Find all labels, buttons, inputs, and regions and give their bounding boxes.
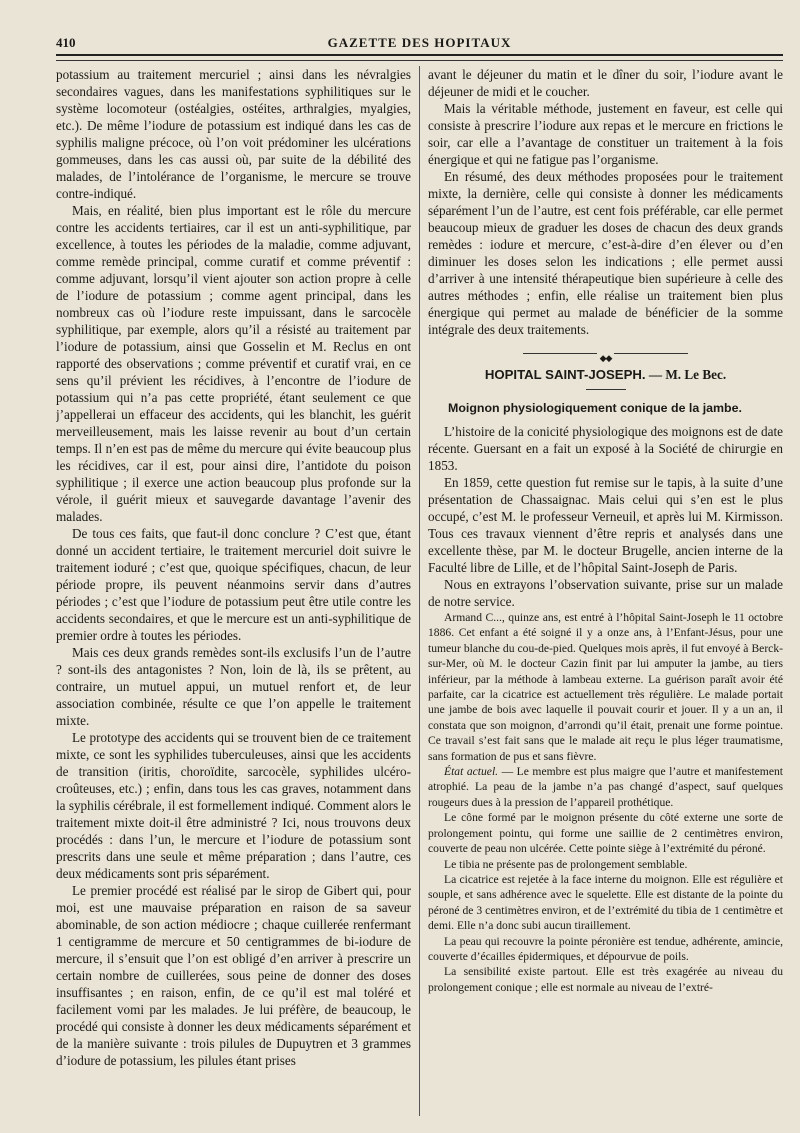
paragraph: De tous ces faits, que faut-il donc conclure ? C’est que, étant donné un accident tertiaire, le traitement mercuriel doit suivre le traitement ioduré ; c’est que, quoique spécifiques, chacun, de leur période propre, ils peuvent néanmoins servir dans d’autres périodes ; c’est que l’iodure de potassium peut être utile contre les accidents secondaires, et que le mercure est un anti-syphilitique de premier ordre à toutes les périodes. bbox=[56, 526, 411, 643]
state-text: — Le membre est plus maigre que l’autre et manifestement atrophié. La peau de la jambe n’a pas changé d’aspect, sauf quelques rougeurs dues à la pression de l’appareil prothétique. bbox=[428, 765, 783, 809]
case-paragraph: La cicatrice est rejetée à la face interne du moignon. Elle est régulière et souple, et sans adhérence avec le squelette. Elle est distante de la pointe du péroné de 3 centimètres environ, et de l’extrémité du tibia de 1 centimètre et demi. Elle n’a donc subi aucun tiraillement. bbox=[428, 872, 783, 933]
author-name: — M. Le Bec. bbox=[648, 367, 727, 382]
section-heading bbox=[428, 366, 783, 383]
paragraph: Mais, en réalité, bien plus important est le rôle du mercure contre les accidents tertiaires, car il est un anti-syphilitique, par excellence, à toutes les périodes de la maladie, comme adjuvant, comme remède principal, comme curatif et comme préventif : comme adjuvant, lorsqu’il vient ajouter son action propre à celle de l’iodure de potassium ; comme agent principal, dans les nombreux cas où l’iodure reste impuissant, dans le sarcocèle syphilitique, par exemple, alors qu’il a résisté au traitement par l’iodure de potassium, ainsi que Gosselin et M. Reclus en ont rapporté des observations ; comme préventif et curatif vrai, en ce sens qu’il prévient les récidives, à l’encontre de l’iodure de potassium qui n’a pas cette propriété, étant seulement ce que j’appellerai un effaceur des accidents, qui les blanchit, les guérit merveilleusement, mais les laisse revenir au bout d’un certain temps. Il n’en est pas de même du mercure qui évite beaucoup plus les récidives, car il est, pour ainsi dire, l’antidote du poison syphilitique ; il exerce une action beaucoup plus profonde sur la vérole, il guérit mieux et sauvegarde davantage l’avenir des malades. bbox=[56, 203, 411, 524]
case-paragraph: Le tibia ne présente pas de prolongement semblable. bbox=[444, 857, 688, 871]
header-rule bbox=[56, 60, 783, 61]
state-label: État actuel. bbox=[444, 765, 499, 779]
paragraph: En 1859, cette question fut remise sur le tapis, à la suite d’une présentation de Chassaignac. Mais celui qui s’en est le plus occupé, c’est M. le professeur Verneuil, et après lui M. Kirmisson. Tous ces travaux viennent d’être repris et analysés dans une excellente thèse, par M. le docteur Brugelle, ancien interne de la Faculté libre de Lille, et de l’hôpital Saint-Joseph de Paris. bbox=[428, 475, 783, 575]
paragraph: L’histoire de la conicité physiologique des moignons est de date récente. Guersant en a fait un exposé à la Société de chirurgie en 1853. bbox=[428, 424, 783, 473]
paragraph: En résumé, des deux méthodes proposées pour le traitement mixte, la dernière, celle qui consiste à donner les médicaments séparément l’un de l’autre, est cent fois préférable, car elle permet beaucoup mieux de graduer les doses de chacun des deux grands remèdes : iodure et mercure, c’est-à-dire d’en élever ou d’en diminuer les doses selon les indications ; elle permet aussi d’arriver à une intensité thérapeutique bien supérieure à celle des autres méthodes ; enfin, elle réalise un traitement bien plus énergique qui permet au malade de bénéficier de la somme intégrale des deux traitements. bbox=[428, 169, 783, 337]
case-paragraph bbox=[428, 764, 783, 810]
page-number: 410 bbox=[56, 35, 76, 50]
paragraph: avant le déjeuner du matin et le dîner du soir, l’iodure avant le déjeuner de midi et le coucher. bbox=[428, 67, 783, 99]
paragraph: Le premier procédé est réalisé par le sirop de Gibert qui, pour moi, est une mauvaise préparation en raison de sa saveur abominable, de son action médiocre ; chaque cuillerée renfermant 1 centigramme de mercure et 50 centigrammes de bi-iodure de mercure, il s’ensuit que l’on est obligé d’en arriver à prescrire un certain nombre de cuillerées, sous peine de donner des doses insuffisantes ; en raison, enfin, de ce qu’il est mal toléré et facilement vomi par les malades. Je lui préfère, de beaucoup, le procédé qui consiste à donner les deux médicaments séparément et de la manière suivante : trois pilules de Dupuytren et 3 grammes d’iodure de potassium, les pilules étant prises bbox=[56, 883, 411, 1068]
paragraph: Mais ces deux grands remèdes sont-ils exclusifs l’un de l’autre ? sont-ils des antagonistes ? Non, loin de là, ils se prêtent, au contraire, un mutuel appui, un mutuel renfort et, de leur association combinée, résulte ce que l’on appelle le traitement mixte. bbox=[56, 645, 411, 728]
case-paragraph: Le cône formé par le moignon présente du côté externe une sorte de prolongement pointu, qui forme une saillie de 2 centimètres environ, couverte de peau non ulcérée. Cette pointe siège à l’extrémité du péroné. bbox=[428, 811, 783, 856]
paragraph: potassium au traitement mercuriel ; ainsi dans les névralgies secondaires vagues, dans les manifestations syphilitiques sur le système locomoteur (ostéalgies, ostéites, arthralgies, myalgies, etc.). De même l’iodure de potassium est indiqué dans les cas de syphilis maligne précoce, où l’on voit prédominer les ulcérations gommeuses, dans les cas aussi où, par suite de la débilité des malades, de l’intolérance de l’organisme, le mercure se trouve contre-indiqué. bbox=[56, 67, 411, 201]
article-subheading: Moignon physiologiquement conique de la jambe. bbox=[448, 401, 742, 415]
section-separator bbox=[428, 348, 783, 363]
page-header bbox=[56, 30, 783, 56]
hospital-name: HOPITAL SAINT-JOSEPH. bbox=[484, 367, 646, 382]
left-column bbox=[56, 66, 411, 1116]
ornament-icon: ◆◆ bbox=[597, 353, 615, 363]
case-paragraph: La peau qui recouvre la pointe péronière est tendue, adhérente, amincie, couverte d’écailles épidermiques, et dépourvue de poils. bbox=[428, 934, 783, 963]
paragraph: Le prototype des accidents qui se trouvent bien de ce traitement mixte, ce sont les syphilides tuberculeuses, ainsi que les accidents de transition (iritis, choroïdite, sarcocèle, syphilides ulcéro-croûteuses, etc.) ; enfin, dans tous les cas graves, notamment dans la syphilis cérébrale, il est formellement indiqué. Comment alors le traitement mixte doit-il être administré ? Ici, nous trouvons deux procédés : dans l’un, le mercure et l’iodure de potassium sont prescrits dans une seule et même préparation ; dans l’autre, ces deux médicaments sont pris séparément. bbox=[56, 730, 411, 881]
column-divider bbox=[419, 66, 420, 1116]
right-column bbox=[428, 66, 783, 1116]
case-paragraph: Armand C..., quinze ans, est entré à l’hôpital Saint-Joseph le 11 octobre 1886. Cet enfant a été soigné il y a onze ans, à l’Enfant-Jésus, pour une tumeur blanche du cou-de-pied. Quelques mois après, il fut envoyé à Berck-sur-Mer, où M. le docteur Cazin finit par lui amputer la jambe, au tiers inférieur, par la méthode à lambeau externe. La guérison paraît avoir été parfaite, car la cicatrice est actuellement très régulière. Le malade portait une jambe de bois avec laquelle il pouvait courir et jouer. Il y a un an, il constata que son moignon, d’arrondi qu’il était, prenait une forme pointue. Ce travail s’est fait sans que le malade ait reçu le plus léger traumatisme, sans formation de pus et sans fièvre. bbox=[428, 611, 783, 763]
paragraph: Mais la véritable méthode, justement en faveur, est celle qui consiste à prescrire l’iodure aux repas et le mercure en frictions le soir, car elle a l’avantage de constituer un traitement à la fois énergique et qui ne fatigue pas l’organisme. bbox=[428, 101, 783, 167]
heading-rule bbox=[586, 389, 626, 390]
publication-title: GAZETTE DES HOPITAUX bbox=[327, 35, 512, 50]
paragraph: Nous en extrayons l’observation suivante, prise sur un malade de notre service. bbox=[428, 577, 783, 609]
case-paragraph: La sensibilité existe partout. Elle est très exagérée au niveau du prolongement conique ; elle est normale au niveau de l’extré- bbox=[428, 965, 783, 994]
